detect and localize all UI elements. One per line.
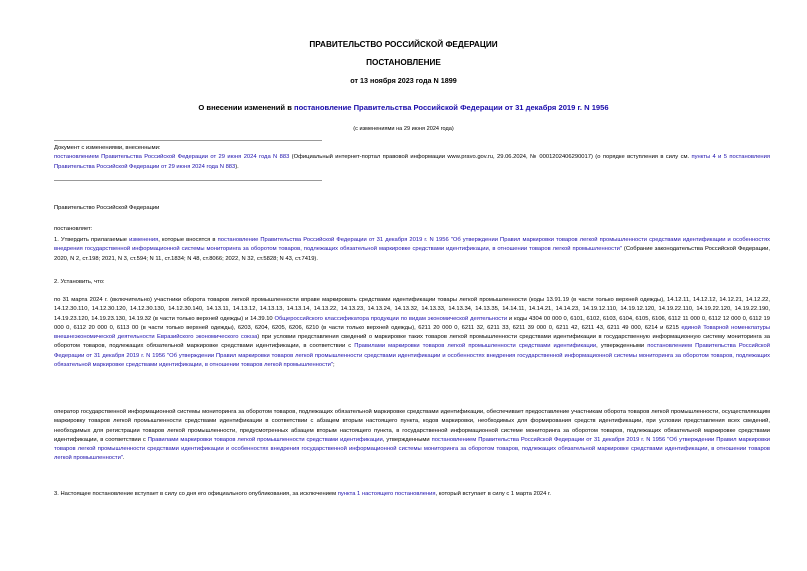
amendment-link[interactable]: постановлением Правительства Российской Федерации от 29 июня 2024 года N 883 [54, 154, 290, 161]
resolution-1956-link-3[interactable]: постановлением Правительства Российской Федерации от 31 декабря 2019 г. N 1956 "Об утверждении Правил маркировки товаров легкой промышленности средствами идентификации и особенностях внедрения государственной информационной системы мониторинга за оборотом товаров, подлежащих обязательной маркировке средствами идентификации, в отношении товаров легкой промышленности" [54, 436, 770, 462]
divider-top [54, 140, 322, 141]
p5-text-b: , который вступает в силу с 1 марта 2024 г. [435, 491, 552, 497]
effective-date-link[interactable]: пункты 4 и 5 постановления Правительства Российской Федерации от 29 июня 2024 года N 883 [54, 154, 771, 170]
paragraph-1 [54, 236, 770, 264]
revision-note: (с изменениями на 29 июня 2024 года) [353, 126, 454, 132]
divider-bottom [54, 180, 322, 181]
paragraph-4 [54, 408, 770, 464]
document-date-number: от 13 ноября 2023 года N 1899 [350, 76, 457, 85]
p5-text-a: 3. Настоящее постановление вступает в силу со дня его официального опубликования, за исключением [54, 491, 338, 497]
p4-text-b: , утвержденными [382, 436, 432, 443]
paragraph-5 [54, 490, 770, 499]
paragraph-2: 2. Установить, что: [54, 279, 105, 285]
p1-text-c: (Собрание законодательства Российской Федерации, 2020, N 2, ст.198; 2021, N 3, ст.594; N 11, ст.1834; N 48, ст.8066; 2022, N 32, ст.5828; N 43, ст.7419). [54, 246, 770, 262]
resolution-1956-link-2[interactable]: постановлением Правительства Российской Федерации от 31 декабря 2019 г. N 1956 "Об утверждении Правил маркировки товаров легкой промышленности средствами идентификации и особенностях внедрения государственной информационной системы мониторинга за оборотом товаров, подлежащих обязательной маркировке средствами идентификации, в отношении товаров легкой промышленности" [54, 343, 770, 369]
tn-ved-link[interactable]: единой Товарной номенклатуры внешнеэкономической деятельности Евразийского экономического союза [54, 324, 770, 341]
decides-label: постановляет: [54, 226, 93, 232]
marking-rules-link-2[interactable]: Правилами маркировки товаров легкой промышленности средствами идентификации [147, 436, 383, 443]
changes-block [54, 144, 770, 172]
changes-text [54, 153, 770, 172]
p3-text-b: и коды 4304 00 000 0, 6101, 6102, 6103, 6104, 6105, 6106, 6112 11 000 0, 6112 12 000 0, 6112 19 000 0, 6112 20 000 0, 6113 00 (в части только верхней одежды), 6203, 6204, 6205, 6206, 6210 (в части только верхней одежды), 6211 20 000 0, 6211 32, 6211 33, 6211 39 000 0, 6211 42, 6211 43, 6211 49 000, 6214 и 6215 [54, 315, 770, 331]
p3-text-c: ) при условии представления сведений о маркировке таких товаров легкой промышленности средствами идентификации в государственную информационную систему мониторинга за оборотом товаров, подлежащих обязательной маркировке средствами идентификации, в соответствии с [54, 334, 771, 350]
subject-link[interactable]: постановление Правительства Российской Федерации от 31 декабря 2019 г. N 1956 [293, 103, 609, 112]
paragraph-3 [54, 296, 770, 370]
p4-text-c: . [122, 455, 125, 462]
government-title: ПРАВИТЕЛЬСТВО РОССИЙСКОЙ ФЕДЕРАЦИИ [309, 40, 498, 49]
p3-text-e: ; [332, 362, 335, 369]
p3-text-a: по 31 марта 2024 г. (включительно) участники оборота товаров легкой промышленности вправе маркировать средствами идентификации товары легкой промышленности (коды 13.91.19 (в части только верхней одежды), 14.12.11, 14.12.12, 14.12.21, 14.12.22, 14.12.30.110, 14.12.30.120, 14.12.30.130, 14.12.30.140, 14.13.11, 14.13.12, 14.13.13, 14.13.14, 14.13.22, 14.13.23, 14.13.24, 14.13.32, 14.13.33, 14.13.34, 14.13.35, 14.14.11, 14.14.21, 14.14.23, 14.19.12.110, 14.19.12.120, 14.19.22.110, 14.19.22.120, 14.19.22.190, 14.19.23.120, 14.19.23.130, 14.19.32 (в части только верхней одежды) и 14.39.10 [54, 297, 770, 322]
changes-text-1: (Официальный интернет-портал правовой информации www.pravo.gov.ru, 29.06.2024, № 0001202406290017) (о порядке вступления в силу см. [289, 154, 692, 161]
issuing-authority: Правительство Российской Федерации [54, 205, 160, 211]
clause-1-link[interactable]: пункта 1 настоящего постановления [337, 491, 436, 497]
changes-link[interactable]: изменения [129, 237, 159, 243]
p1-text-a: 1. Утвердить прилагаемые [54, 237, 130, 243]
resolution-1956-link[interactable]: постановление Правительства Российской Федерации от 31 декабря 2019 г. N 1956 "Об утверждении Правил маркировки товаров легкой промышленности средствами идентификации и особенностях внедрения государственной информационной системы мониторинга за оборотом товаров, подлежащих обязательной маркировке средствами идентификации, в отношении товаров легкой промышленности" [54, 237, 770, 253]
subject-prefix: О внесении изменений в [198, 103, 294, 112]
p1-text-b: , которые вносятся в [158, 237, 218, 243]
p4-text-a: оператор государственной информационной системы мониторинга за оборотом товаров, подлежащих обязательной маркировке средствами идентификации, обеспечивает предоставление участникам оборота товаров легкой промышленности, осуществляющим маркировку товаров легкой промышленности средствами идентификации в соответствии с абзацем вторым настоящего пункта, кодов маркировки, необходимых для формирования средств идентификации, при условии представления всех сведений, необходимых для регистрации товаров легкой промышленности, предусмотренных абзацем вторым настоящего пункта, в государственной информационной системе мониторинга за оборотом товаров, подлежащих обязательной маркировке средствами идентификации, в соответствии с [54, 409, 770, 443]
p3-text-d: , утвержденными [596, 343, 648, 350]
document-type: ПОСТАНОВЛЕНИЕ [366, 58, 441, 67]
marking-rules-link[interactable]: Правилами маркировки товаров легкой промышленности средствами идентификации [354, 343, 597, 350]
changes-text-2: ). [235, 163, 239, 170]
okpd-link[interactable]: Общероссийского классификатора продукции по видам экономической деятельности [274, 315, 508, 322]
document-subject [0, 103, 807, 112]
changes-intro: Документ с изменениями, внесенными: [54, 145, 161, 151]
